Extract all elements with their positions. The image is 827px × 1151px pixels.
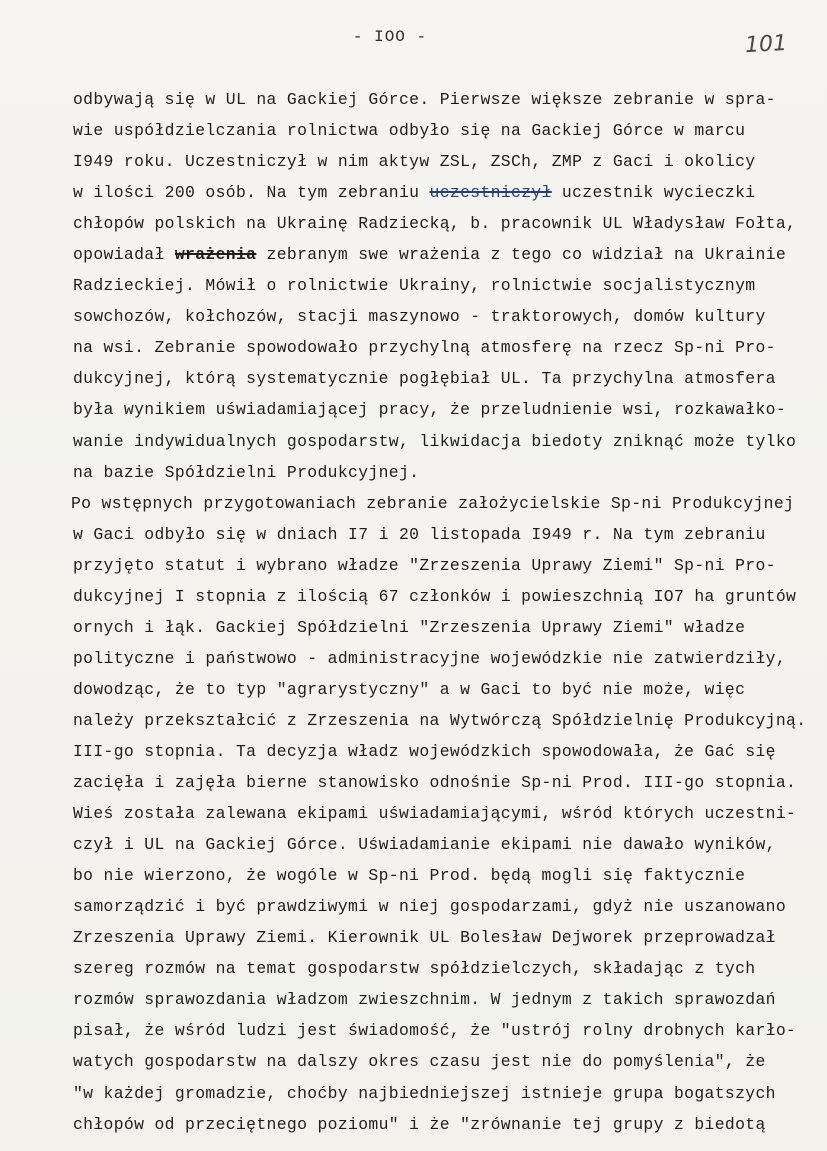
- text-line: [73, 301, 825, 332]
- line-text: Zrzeszenia Uprawy Ziemi. Kierownik UL Bolesław Dejworek przeprowadzał: [73, 928, 776, 948]
- line-text: na wsi. Zebranie spowodowało przychylną atmosferę na rzecz Sp-ni Pro-: [73, 338, 776, 358]
- line-text: w ilości 200 osób. Na tym zebraniu: [73, 183, 430, 203]
- text-line: [73, 860, 825, 891]
- line-text: III-go stopnia. Ta decyzja władz wojewódzkich spowodowała, że Gać się: [73, 741, 776, 761]
- line-text: należy przekształcić z Zrzeszenia na Wytwórczą Spółdzielnię Produkcyjną.: [73, 710, 807, 730]
- line-text: odbywają się w UL na Gackiej Górce. Pierwsze większe zebranie w spra-: [73, 90, 776, 109]
- text-line: [73, 363, 825, 394]
- line-text: samorządzić i być prawdziwymi w niej gospodarzami, gdyż nie uszanowano: [73, 897, 787, 917]
- line-text-continued: uczestnik wycieczki: [551, 183, 756, 203]
- page-number: - IOO -: [352, 28, 428, 46]
- typed-body-text: [73, 84, 825, 1140]
- line-text: chłopów od przeciętnego poziomu" i że "zrównanie tej grupy z biedotą: [73, 1114, 766, 1134]
- text-line: [73, 891, 825, 922]
- line-text: "w każdej gromadzie, choćby najbiedniejszej istnieje grupa bogatszych: [73, 1083, 776, 1103]
- struck-through-word: uczestniczył: [429, 183, 552, 203]
- text-line: [73, 984, 825, 1015]
- text-line: [73, 239, 825, 270]
- line-text: watych gospodarstw na dalszy okres czasu jest nie do pomyślenia", że: [73, 1052, 766, 1072]
- text-line: [73, 84, 825, 115]
- text-line: [73, 612, 825, 643]
- text-line: [73, 457, 825, 488]
- text-line: [73, 674, 825, 705]
- text-line: [73, 550, 825, 581]
- line-text: dowodząc, że to typ "agrarystyczny" a w Gaci to być nie może, więc: [73, 679, 746, 699]
- text-line: [73, 922, 825, 953]
- text-line: [73, 208, 825, 239]
- line-text: szereg rozmów na temat gospodarstw spółdzielczych, składając z tych: [73, 959, 756, 979]
- text-line: [73, 1015, 825, 1046]
- line-text: Radzieckiej. Mówił o rolnictwie Ukrainy, rolnictwie socjalistycznym: [73, 276, 756, 296]
- text-line: [73, 829, 825, 860]
- line-text: dukcyjnej I stopnia z ilością 67 członków i powieszchnią IO7 ha gruntów: [73, 586, 797, 606]
- line-text: polityczne i państwowo - administracyjne wojewódzkie nie zatwierdziły,: [73, 648, 787, 668]
- text-line: [73, 426, 825, 457]
- text-line: [73, 643, 825, 674]
- line-text: ornych i łąk. Gackiej Spółdzielni "Zrzeszenia Uprawy Ziemi" władze: [73, 617, 746, 637]
- text-line: [71, 488, 825, 519]
- text-line: [73, 581, 825, 612]
- text-line: [73, 146, 825, 177]
- line-text: opowiadał: [73, 245, 175, 265]
- text-line: [73, 1046, 825, 1077]
- line-text: była wynikiem uświadamiającej pracy, że przeludnienie wsi, rozkawałko-: [73, 400, 787, 420]
- line-text-continued: zebranym swe wrażenia z tego co widział na Ukrainie: [256, 245, 787, 265]
- line-text: dukcyjnej, którą systematycznie pogłębiał UL. Ta przychylna atmosfera: [73, 369, 776, 389]
- line-text: zacięła i zajęła bierne stanowisko odnośnie Sp-ni Prod. III-go stopnia.: [73, 773, 797, 793]
- line-text: sowchozów, kołchozów, stacji maszynowo - traktorowych, domów kultury: [73, 307, 766, 327]
- text-line: [73, 1078, 825, 1109]
- line-text: wanie indywidualnych gospodarstw, likwidacja biedoty zniknąć może tylko: [73, 431, 797, 451]
- line-text: rozmów sprawozdania władzom zwieszchnim. W jednym z takich sprawozdań: [73, 990, 776, 1010]
- line-text: na bazie Spółdzielni Produkcyjnej.: [73, 462, 420, 482]
- text-line: [73, 705, 825, 736]
- crossed-out-word: wrażenia: [174, 245, 257, 265]
- text-line: [73, 115, 825, 146]
- line-text: czył i UL na Gackiej Górce. Uświadamianie ekipami nie dawało wyników,: [73, 835, 776, 855]
- line-text: I949 roku. Uczestniczył w nim aktyw ZSL, ZSCh, ZMP z Gaci i okolicy: [73, 152, 756, 172]
- text-line: [73, 736, 825, 767]
- line-text: Po wstępnych przygotowaniach zebranie założycielskie Sp-ni Produkcyjnej: [71, 493, 795, 513]
- line-text: w Gaci odbyło się w dniach I7 i 20 listopada I949 r. Na tym zebraniu: [73, 524, 766, 544]
- text-line: [73, 332, 825, 363]
- text-line: [73, 767, 825, 798]
- text-line: [73, 1109, 825, 1140]
- handwritten-page-number: 101: [744, 30, 788, 59]
- line-text: chłopów polskich na Ukrainę Radziecką, b. pracownik UL Władysław Fołta,: [73, 214, 797, 234]
- line-text: pisał, że wśród ludzi jest świadomość, że "ustrój rolny drobnych karło-: [73, 1021, 797, 1041]
- line-text: Wieś została zalewana ekipami uświadamiającymi, wśród których uczestni-: [73, 804, 797, 824]
- text-line: [73, 798, 825, 829]
- text-line: [73, 519, 825, 550]
- text-line: [73, 270, 825, 301]
- text-line: [73, 953, 825, 984]
- line-text: przyjęto statut i wybrano władze "Zrzeszenia Uprawy Ziemi" Sp-ni Pro-: [73, 555, 776, 575]
- line-text: bo nie wierzono, że wogóle w Sp-ni Prod. będą mogli się faktycznie: [73, 866, 746, 886]
- text-line: [73, 177, 825, 208]
- text-line: [73, 394, 825, 425]
- line-text: wie uspółdzielczania rolnictwa odbyło się na Gackiej Górce w marcu: [73, 121, 746, 141]
